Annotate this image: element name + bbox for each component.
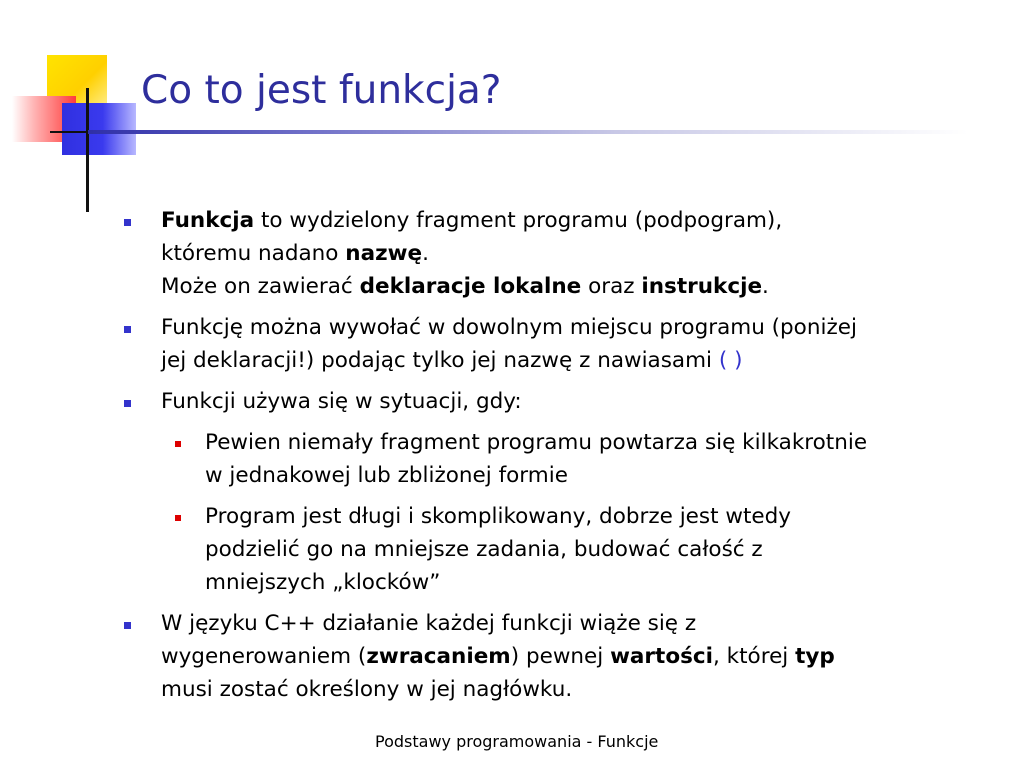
sub-bullet-line: Pewien niemały fragment programu powtarza się kilkakrotnie [205, 430, 868, 455]
bullet-line: musi zostać określony w jej nagłówku. [161, 677, 573, 702]
text: oraz [581, 274, 642, 299]
logo-blue-square [62, 103, 136, 155]
sub-bullet-line: mniejszych „klocków” [205, 570, 441, 595]
text: wygenerowaniem ( [161, 644, 367, 669]
bullet-line: Funkcję można wywołać w dowolnym miejscu programu (poniżej [161, 315, 857, 340]
text: któremu nadano [161, 241, 346, 266]
slide-content [124, 204, 1004, 714]
bullet-line [161, 237, 1004, 270]
slide-footer: Podstawy programowania - Funkcje [375, 732, 659, 751]
bold-term: zwracaniem [366, 644, 511, 669]
sub-bullet-item-repetition [124, 426, 1004, 492]
bold-term: wartości [610, 644, 713, 669]
sub-bullet-line: podzielić go na mniejsze zadania, budować całość z [205, 537, 763, 562]
bullet-item-usage [124, 385, 1004, 418]
bullet-item-return-value [124, 607, 1004, 706]
sub-bullet-item-complexity [124, 500, 1004, 599]
text: . [422, 241, 429, 266]
text: , której [713, 644, 796, 669]
sub-bullet-line: w jednakowej lub zbliżonej formie [205, 463, 568, 488]
text: . [762, 274, 769, 299]
bold-term: deklaracje lokalne [359, 274, 582, 299]
bold-term: nazwę [345, 241, 423, 266]
logo-vertical-line [86, 88, 89, 212]
bullet-line [161, 270, 1004, 303]
bullet-line [161, 344, 1004, 377]
bullet-item-definition [124, 204, 1004, 303]
decorative-logo-icon [0, 0, 160, 220]
bullet-line [161, 204, 1004, 237]
text: Może on zawierać [161, 274, 360, 299]
text: jej deklaracji!) podając tylko jej nazwę z nawiasami [161, 348, 719, 373]
text: to wydzielony fragment programu (podpogram), [254, 208, 783, 233]
bold-term: typ [795, 644, 835, 669]
bold-term: instrukcje [641, 274, 763, 299]
parentheses-symbol: ( ) [718, 348, 743, 373]
sub-bullet-line: Program jest długi i skomplikowany, dobrze jest wtedy [205, 504, 791, 529]
bullet-line: Funkcji używa się w sytuacji, gdy: [161, 389, 522, 414]
bullet-line [161, 640, 1004, 673]
slide-title: Co to jest funkcja? [141, 68, 502, 113]
bold-term: Funkcja [161, 208, 255, 233]
text: ) pewnej [510, 644, 611, 669]
bullet-item-calling [124, 311, 1004, 377]
title-underline [88, 130, 968, 134]
bullet-line: W języku C++ działanie każdej funkcji wiąże się z [161, 611, 697, 636]
